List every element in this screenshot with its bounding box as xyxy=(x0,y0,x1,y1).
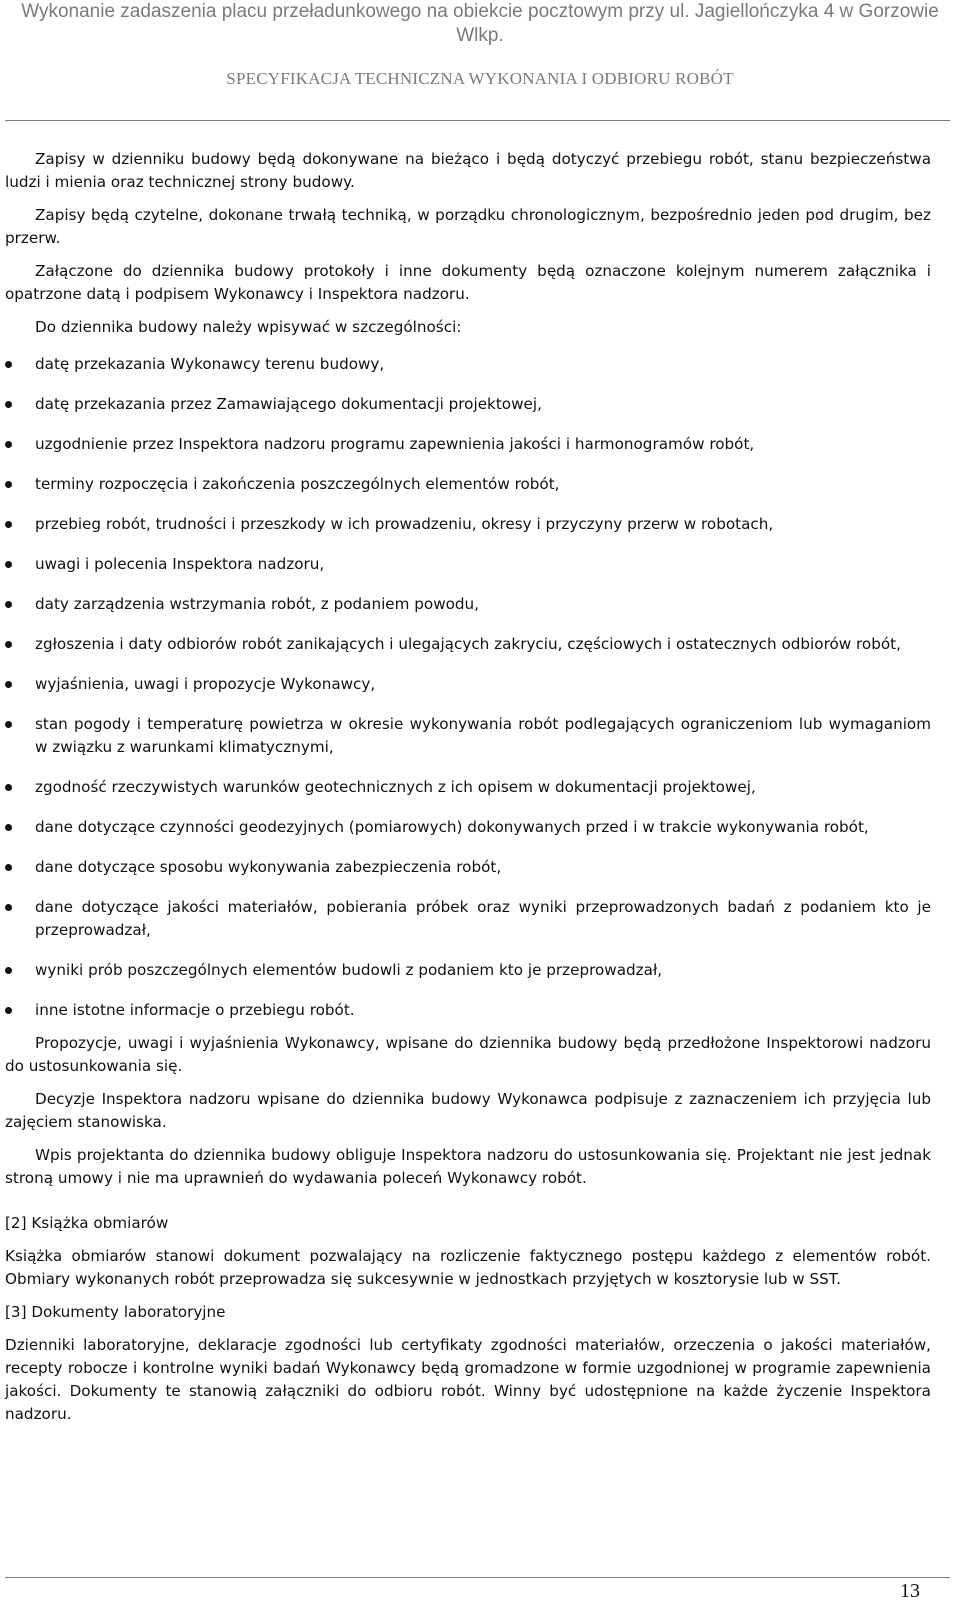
list-item: datę przekazania Wykonawcy terenu budowy, xyxy=(5,353,931,376)
paragraph: Propozycje, uwagi i wyjaśnienia Wykonawcy, wpisane do dziennika budowy będą przedłożone Inspektorowi nadzoru do ustosunkowania się. xyxy=(5,1034,931,1075)
list-item: terminy rozpoczęcia i zakończenia poszczególnych elementów robót, xyxy=(5,473,931,496)
section-heading: [2] Książka obmiarów xyxy=(5,1214,169,1232)
paragraph: Zapisy w dzienniku budowy będą dokonywane na bieżąco i będą dotyczyć przebiegu robót, stanu bezpieczeństwa ludzi i mienia oraz technicznej strony budowy. xyxy=(5,150,931,191)
page-content xyxy=(5,148,931,1436)
list-item: stan pogody i temperaturę powietrza w okresie wykonywania robót podlegających ograniczeniom lub wymaganiom w związku z warunkami klimatycznymi, xyxy=(5,713,931,759)
list-item: inne istotne informacje o przebiegu robót. xyxy=(5,999,931,1022)
paragraph: Wpis projektanta do dziennika budowy obliguje Inspektora nadzoru do ustosunkowania się. Projektant nie jest jednak stroną umowy i nie ma uprawnień do wydawania poleceń Wykonawcy robót. xyxy=(5,1146,931,1187)
footer-divider xyxy=(5,1577,950,1578)
list-item: dane dotyczące jakości materiałów, pobierania próbek oraz wyniki przeprowadzonych badań z podaniem kto je przeprowadzał, xyxy=(5,896,931,942)
section-heading: [3] Dokumenty laboratoryjne xyxy=(5,1303,226,1321)
list-item: uzgodnienie przez Inspektora nadzoru programu zapewnienia jakości i harmonogramów robót, xyxy=(5,433,931,456)
list-item: przebieg robót, trudności i przeszkody w ich prowadzeniu, okresy i przyczyny przerw w robotach, xyxy=(5,513,931,536)
list-item: wyjaśnienia, uwagi i propozycje Wykonawcy, xyxy=(5,673,931,696)
diary-entries-list xyxy=(5,353,931,1022)
document-subtitle: SPECYFIKACJA TECHNICZNA WYKONANIA I ODBIORU ROBÓT xyxy=(226,69,734,88)
list-item: wyniki prób poszczególnych elementów budowli z podaniem kto je przeprowadzał, xyxy=(5,959,931,982)
section-text: Dzienniki laboratoryjne, deklaracje zgodności lub certyfikaty zgodności materiałów, orzeczenia o jakości materiałów, recepty robocze i kontrolne wyniki badań Wykonawcy będą gromadzone w formie uzgodnionej w programie zapewnienia jakości. Dokumenty te stanowią załączniki do odbioru robót. Winny być udostępnione na każde życzenie Inspektora nadzoru. xyxy=(5,1336,931,1423)
list-item: dane dotyczące czynności geodezyjnych (pomiarowych) dokonywanych przed i w trakcie wykonywania robót, xyxy=(5,816,931,839)
page-header xyxy=(0,0,960,89)
page-number: 13 xyxy=(900,1580,920,1602)
paragraph: Decyzje Inspektora nadzoru wpisane do dziennika budowy Wykonawca podpisuje z zaznaczeniem ich przyjęcia lub zajęciem stanowiska. xyxy=(5,1090,931,1131)
list-item: uwagi i polecenia Inspektora nadzoru, xyxy=(5,553,931,576)
list-item: zgodność rzeczywistych warunków geotechnicznych z ich opisem w dokumentacji projektowej, xyxy=(5,776,931,799)
document-title: Wykonanie zadaszenia placu przeładunkowego na obiekcie pocztowym przy ul. Jagiellończyka 4 w Gorzowie Wlkp. xyxy=(21,1,939,46)
header-divider xyxy=(5,120,950,121)
list-item: daty zarządzenia wstrzymania robót, z podaniem powodu, xyxy=(5,593,931,616)
list-item: datę przekazania przez Zamawiającego dokumentacji projektowej, xyxy=(5,393,931,416)
paragraph: Zapisy będą czytelne, dokonane trwałą techniką, w porządku chronologicznym, bezpośrednio jeden pod drugim, bez przerw. xyxy=(5,206,931,247)
list-item: dane dotyczące sposobu wykonywania zabezpieczenia robót, xyxy=(5,856,931,879)
list-item: zgłoszenia i daty odbiorów robót zanikających i ulegających zakryciu, częściowych i ostatecznych odbiorów robót, xyxy=(5,633,931,656)
section-text: Książka obmiarów stanowi dokument pozwalający na rozliczenie faktycznego postępu każdego z elementów robót. Obmiary wykonanych robót przeprowadza się sukcesywnie w jednostkach przyjętych w kosztorysie lub w SST. xyxy=(5,1247,931,1288)
paragraph: Załączone do dziennika budowy protokoły i inne dokumenty będą oznaczone kolejnym numerem załącznika i opatrzone datą i podpisem Wykonawcy i Inspektora nadzoru. xyxy=(5,262,931,303)
list-intro: Do dziennika budowy należy wpisywać w szczególności: xyxy=(35,318,462,336)
